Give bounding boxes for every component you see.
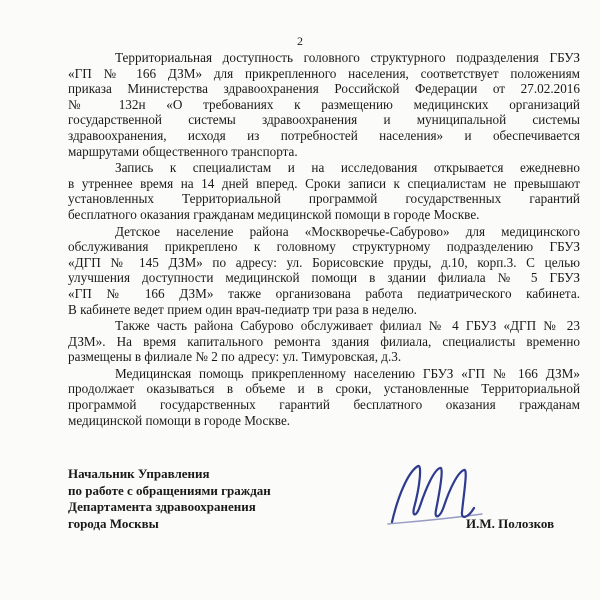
signature-block xyxy=(68,466,588,532)
signatory-title-line: Департамента здравоохранения xyxy=(68,499,256,514)
text-line: бесплатного оказания гражданам медицинской помощи в городе Москве. xyxy=(68,206,480,222)
paragraph-appointments xyxy=(68,160,580,222)
text-line: здравоохранения, исходя из потребностей населения» и обеспечивается xyxy=(68,127,580,143)
text-line: Детское население района «Москворечье-Сабурово» для медицинского xyxy=(115,223,580,239)
text-line: медицинской помощи в городе Москве. xyxy=(68,412,291,428)
text-line: улучшения доступности медицинской помощи в здании филиала № 5 ГБУЗ xyxy=(68,270,580,286)
page-number: 2 xyxy=(297,34,303,48)
paragraph-saburovo-branch xyxy=(68,318,580,365)
text-line: в утреннее время на 14 дней вперед. Сроки записи к специалистам не превышают xyxy=(68,175,580,191)
signatory-title-line: города Москвы xyxy=(68,515,159,531)
text-line: ДЗМ». На время капитального ремонта здания филиала, специалисты временно xyxy=(68,333,580,349)
text-line: программой государственных гарантий бесплатного оказания гражданам xyxy=(68,397,580,413)
text-line: «ГП № 166 ДЗМ» также организована работа педиатрического кабинета. xyxy=(68,285,580,301)
text-line: Территориальная доступность головного структурного подразделения ГБУЗ xyxy=(115,50,580,65)
text-line: Также часть района Сабурово обслуживает филиал № 4 ГБУЗ «ДГП № 23 xyxy=(115,318,580,334)
text-line: № 132н «О требованиях к размещению медицинских организаций xyxy=(68,96,580,112)
signatory-title-line: по работе с обращениями граждан xyxy=(68,482,271,498)
text-line: приказа Министерства здравоохранения Российской Федерации от 27.02.2016 xyxy=(68,81,580,97)
text-line: обслуживания прикреплено к головному структурному подразделению ГБУЗ xyxy=(68,239,580,255)
text-line: маршрутами общественного транспорта. xyxy=(68,143,298,159)
text-line: Медицинская помощь прикрепленному населению ГБУЗ «ГП № 166 ДЗМ» xyxy=(115,365,580,381)
text-line: государственной системы здравоохранения и муниципальной системы xyxy=(68,112,580,128)
paragraph-territorial-access xyxy=(68,50,580,159)
letter-body xyxy=(68,50,580,429)
text-line: установленных Территориальной программой государственных гарантий xyxy=(68,191,580,207)
text-line: «ГП № 166 ДЗМ» для прикрепленного населения, соответствует положениям xyxy=(68,65,580,81)
text-line: В кабинете ведет прием один врач-педиатр три раза в неделю. xyxy=(68,301,417,317)
text-line: Запись к специалистам и на исследования открывается ежедневно xyxy=(115,160,580,176)
text-line: размещены в филиале № 2 по адресу: ул. Тимуровская, д.3. xyxy=(68,349,402,365)
paragraph-children-service xyxy=(68,224,580,318)
text-line: продолжает оказываться в объеме и в сроки, установленные Территориальной xyxy=(68,381,580,397)
text-line: «ДГП № 145 ДЗМ» по адресу: ул. Борисовские пруды, д.10, корп.3. С целью xyxy=(68,254,580,270)
signatory-title-line: Начальник Управления xyxy=(68,466,210,481)
signatory-name: И.М. Полозков xyxy=(466,516,555,531)
paragraph-conclusion xyxy=(68,366,580,428)
